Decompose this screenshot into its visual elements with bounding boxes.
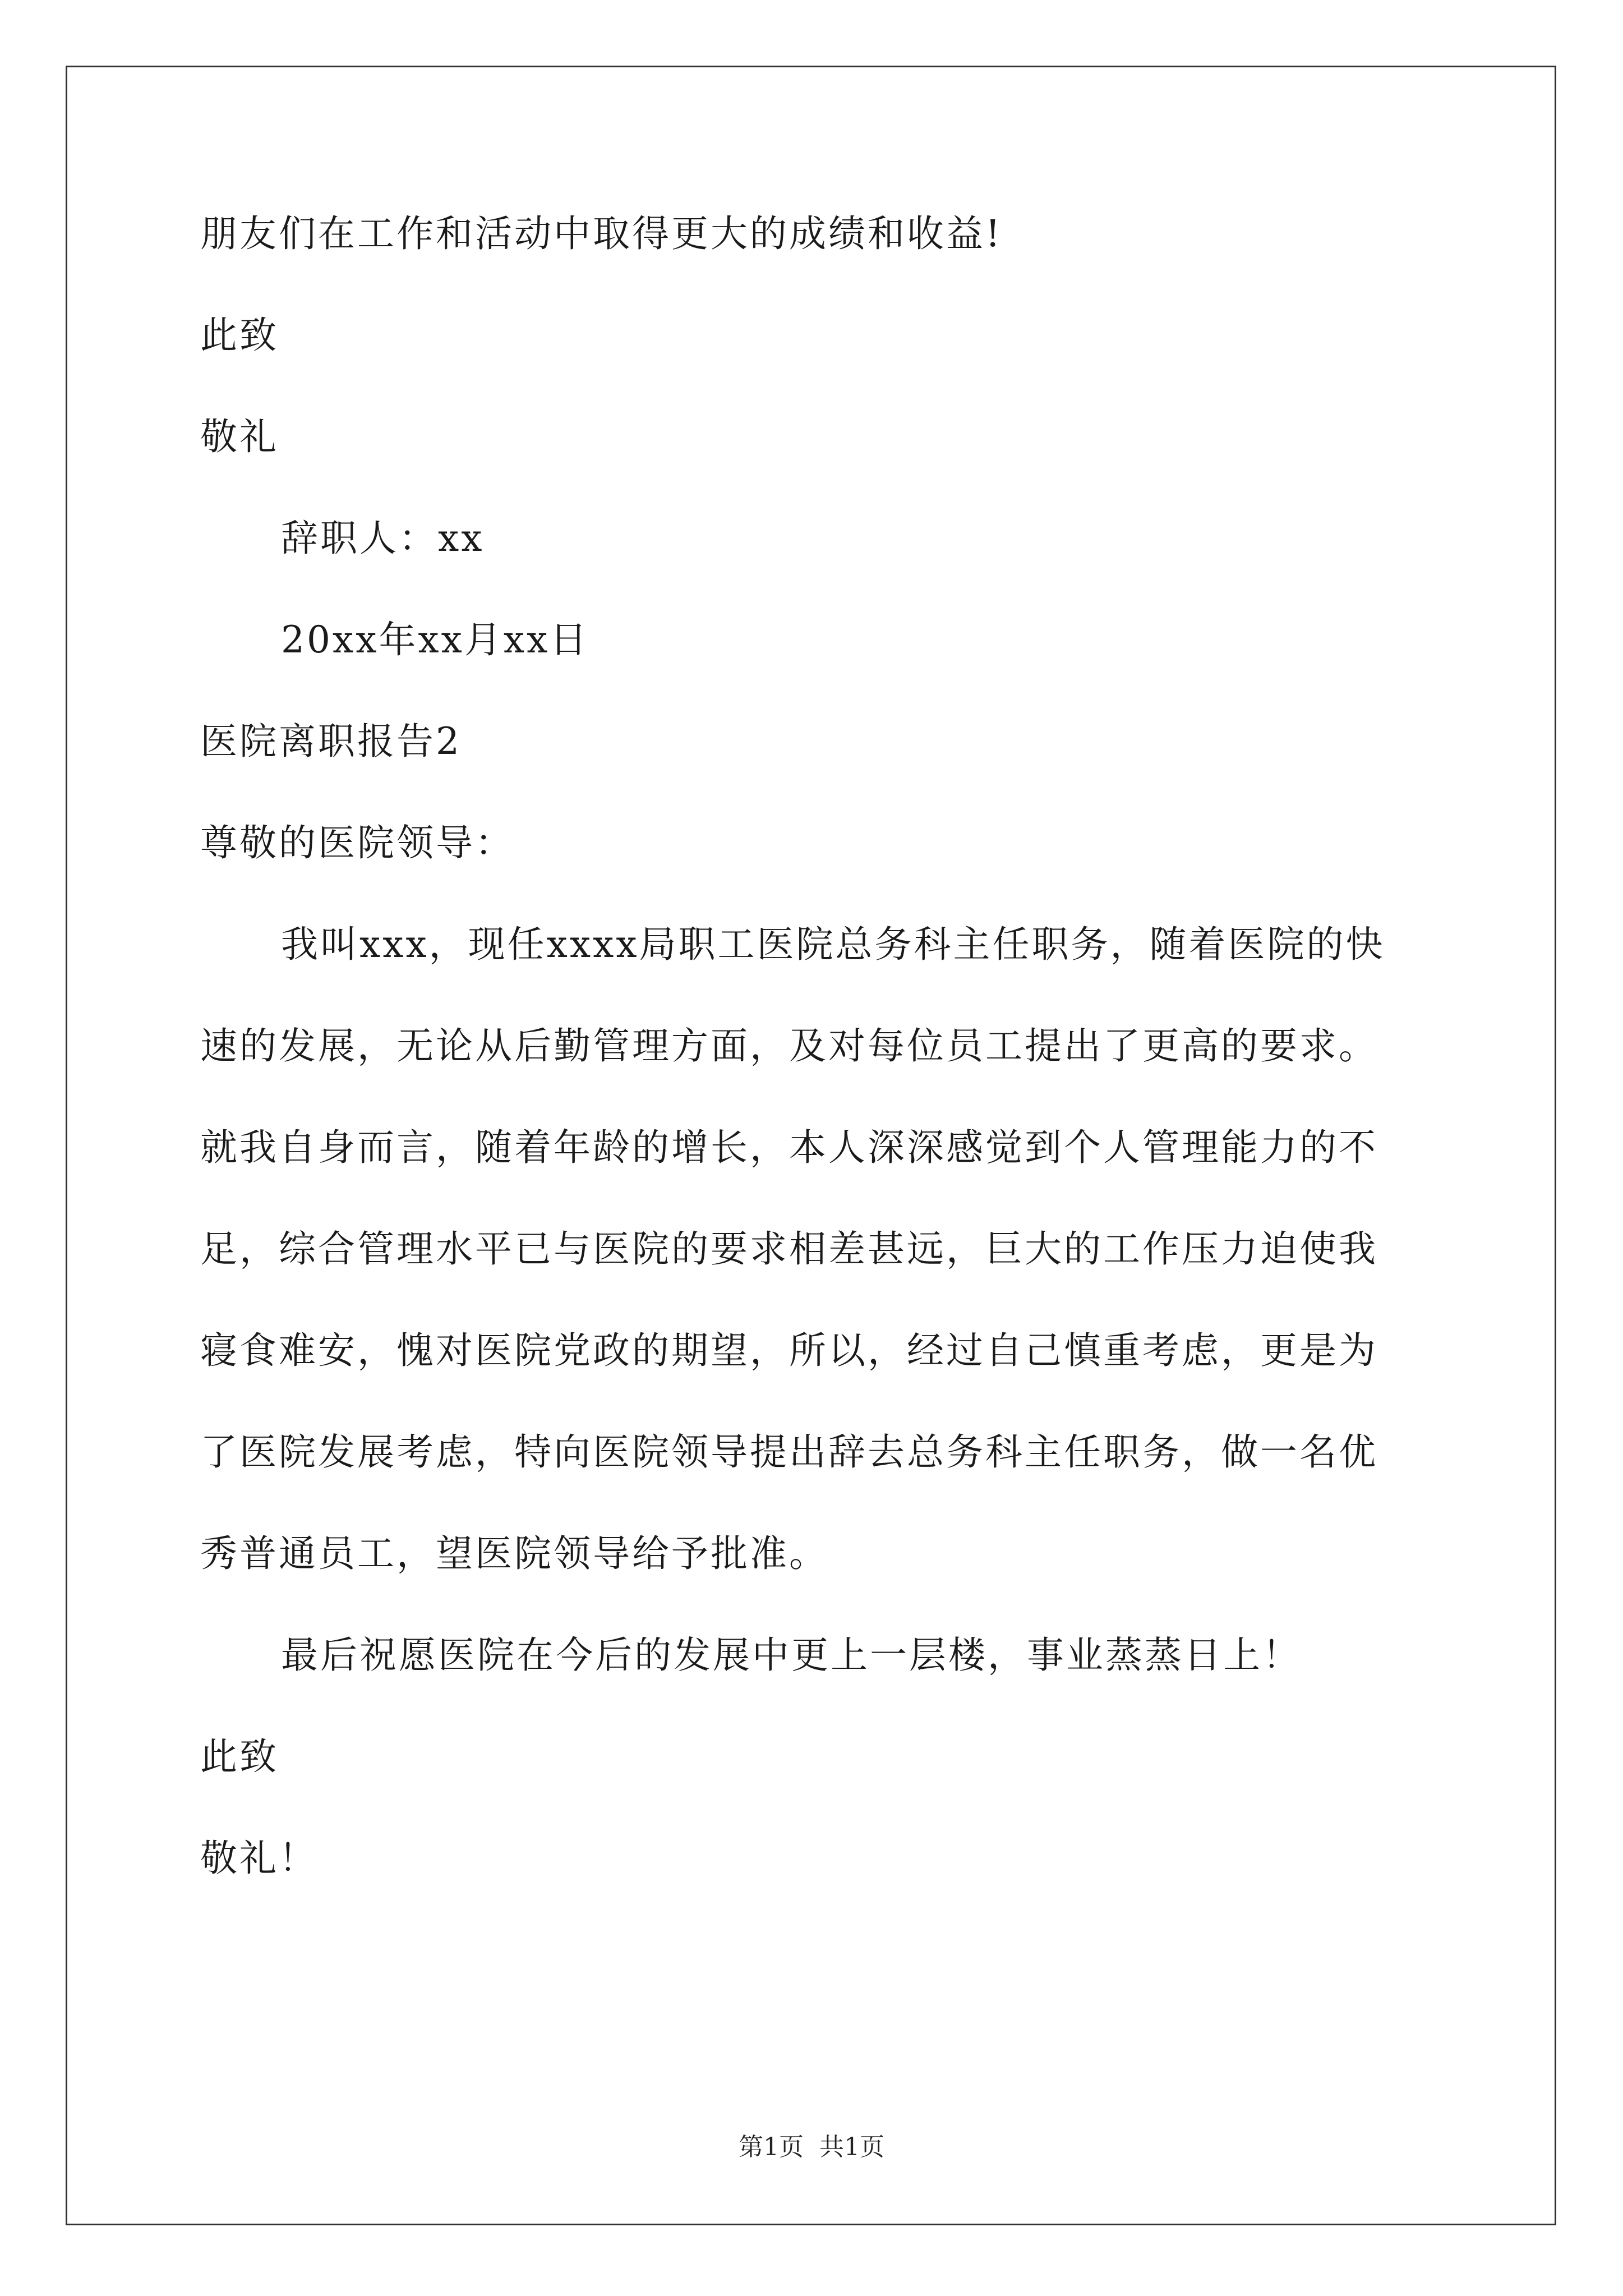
- text-line: 辞职人：xx: [281, 517, 485, 560]
- text-line: 此致: [200, 1735, 279, 1778]
- text-line: 秀普通员工，望医院领导给予批准。: [200, 1532, 828, 1575]
- text-line: 此致: [200, 314, 279, 357]
- text-line: 我叫xxx，现任xxxx局职工医院总务科主任职务，随着医院的快: [281, 923, 1385, 966]
- salutation: 尊敬的医院领导：: [200, 821, 514, 864]
- text-line: 就我自身而言，随着年龄的增长，本人深深感觉到个人管理能力的不: [200, 1126, 1378, 1169]
- text-line: 速的发展，无论从后勤管理方面，及对每位员工提出了更高的要求。: [200, 1024, 1378, 1068]
- text-line: 了医院发展考虑，特向医院领导提出辞去总务科主任职务，做一名优: [200, 1430, 1378, 1474]
- text-line: 足，综合管理水平已与医院的要求相差甚远，巨大的工作压力迫使我: [200, 1227, 1378, 1271]
- text-line: 最后祝愿医院在今后的发展中更上一层楼，事业蒸蒸日上！: [281, 1634, 1302, 1677]
- page-number-current: 第1页: [739, 2133, 804, 2161]
- page-number-total: 共1页: [819, 2133, 884, 2161]
- text-line: 朋友们在工作和活动中取得更大的成绩和收益!: [200, 212, 1003, 255]
- section-title: 医院离职报告2: [200, 720, 462, 763]
- text-line: 寝食难安，愧对医院党政的期望，所以，经过自己慎重考虑，更是为: [200, 1329, 1378, 1372]
- text-line: 敬礼: [200, 415, 279, 458]
- text-line: 20xx年xx月xx日: [281, 618, 589, 661]
- text-line: 敬礼！: [200, 1837, 318, 1880]
- page-footer: [0, 2131, 1623, 2164]
